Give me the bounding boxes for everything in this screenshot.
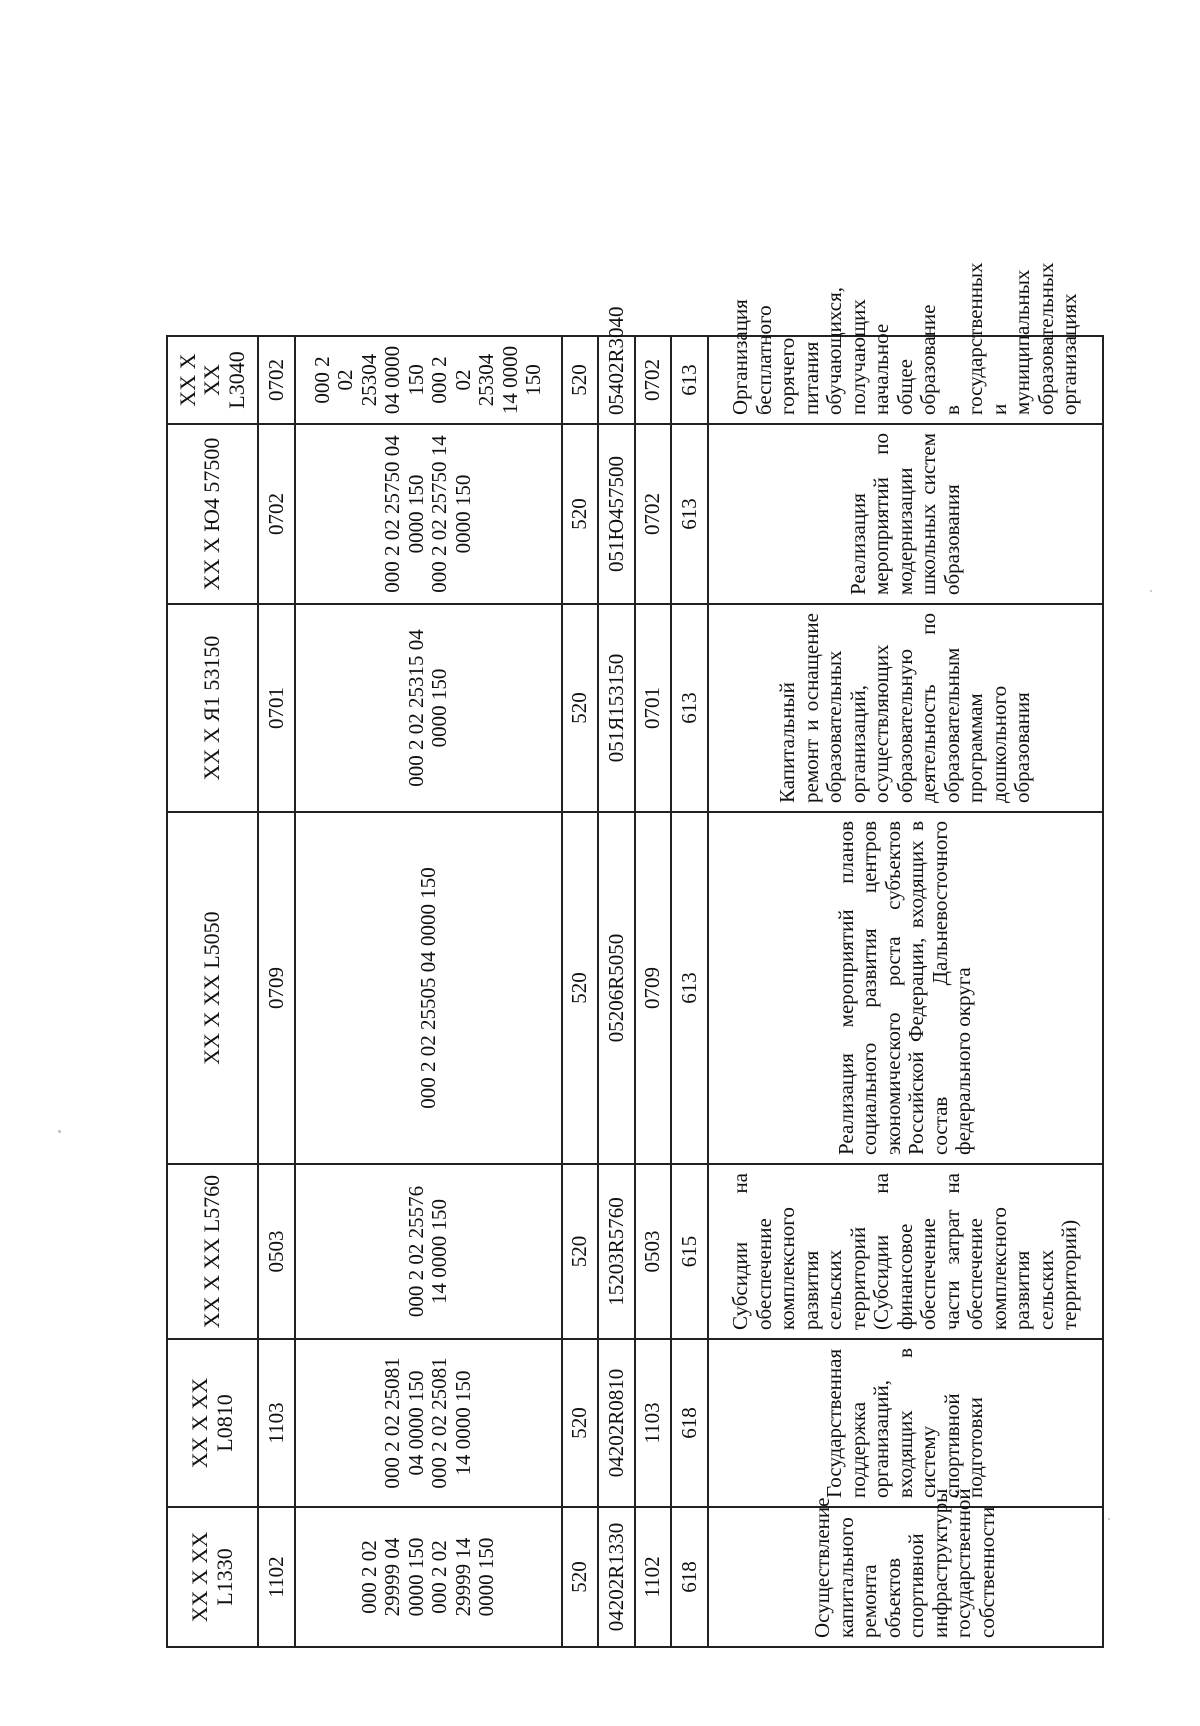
kbk-tail-cell: XX X XX L0810 (167, 1339, 258, 1507)
razdel-cell: 0503 (635, 1164, 672, 1339)
description-cell (708, 812, 1103, 1164)
income-code: 000 2 02 25505 04 0000 150 (415, 867, 440, 1109)
rotated-page (166, 100, 1104, 1648)
description-cell (708, 424, 1103, 604)
description-text: Осуществление капитального ремонта объектов спортивной инфраструктуры государственной собственности (810, 1488, 999, 1638)
description-cell (708, 1488, 1103, 1647)
razdel-cell: 0702 (635, 336, 672, 424)
income-code: 000 2 02 25304 04 0000 150 (309, 345, 428, 415)
kbk-tail-cell: XX X XX L3040 (167, 336, 258, 424)
razdel-cell: 0701 (635, 604, 672, 812)
target-article-cell: 04202R1330 (598, 1507, 635, 1647)
expense-type-cell: 520 (562, 336, 599, 424)
razdel-cell: 1103 (635, 1339, 672, 1507)
target-article-cell: 051Ю457500 (598, 424, 635, 604)
glava-cell: 613 (671, 604, 708, 812)
description-cell (708, 604, 1103, 812)
table-row (295, 99, 562, 1647)
razdel-podrazdel-cell: 1102 (258, 1507, 295, 1647)
income-code: 000 2 02 29999 04 0000 150 (356, 1537, 428, 1617)
income-code: 000 2 02 29999 14 0000 150 (427, 1537, 499, 1617)
glava-cell: 613 (671, 424, 708, 604)
target-article-cell: 05402R3040 (598, 336, 635, 424)
scan-speck (58, 1130, 61, 1133)
razdel-cell: 1102 (635, 1507, 672, 1647)
income-code-cell (295, 1339, 562, 1507)
description-text: Организация бесплатного горячего питания обучающихся, получающих начальное общее образование в государственных и муниципальных образовательных организациях (728, 262, 1082, 415)
glava-cell: 613 (671, 812, 708, 1164)
income-code: 000 2 02 25576 14 0000 150 (403, 1185, 452, 1318)
description-cell (708, 1339, 1103, 1507)
expense-type-cell: 520 (562, 1164, 599, 1339)
table-row (671, 99, 708, 1647)
income-code-cell (295, 1507, 562, 1647)
income-code: 000 2 02 25750 04 0000 150 (380, 435, 428, 593)
expense-type-cell: 520 (562, 1507, 599, 1647)
table-row (258, 99, 295, 1647)
razdel-podrazdel-cell: 0702 (258, 336, 295, 424)
table-row (598, 99, 635, 1647)
table-row (562, 99, 599, 1647)
description-text: Субсидии на обеспечение комплексного развития сельских территорий (Субсидии на финансовое обеспечение части затрат на обеспечение комплексного развития сельских территорий) (728, 1173, 1082, 1330)
scan-speck (1150, 590, 1152, 592)
kbk-tail-cell: XX X XX L5760 (167, 1164, 258, 1339)
razdel-podrazdel-cell: 0702 (258, 424, 295, 604)
description-cell (708, 262, 1103, 424)
kbk-tail-cell: XX X Ю4 57500 (167, 424, 258, 604)
razdel-cell: 0709 (635, 812, 672, 1164)
income-code-cell (295, 336, 562, 424)
description-text: Реализация мероприятий планов социального развития центров экономического роста субъектов Российской Федерации, входящих в состав Дальневосточного федерального округа (833, 821, 976, 1155)
description-text: Государственная поддержка организаций, входящих в систему спортивной подготовки (822, 1348, 988, 1498)
table-row (635, 99, 672, 1647)
target-article-cell: 15203R5760 (598, 1164, 635, 1339)
razdel-cell: 0702 (635, 424, 672, 604)
glava-cell: 618 (671, 1507, 708, 1647)
expense-type-cell: 520 (562, 424, 599, 604)
description-text: Реализация мероприятий по модернизации школьных систем образования (845, 433, 964, 595)
description-cell (708, 1164, 1103, 1339)
target-article-cell: 051Я153150 (598, 604, 635, 812)
glava-cell: 613 (671, 336, 708, 424)
table-row (167, 99, 258, 1647)
expense-type-cell: 520 (562, 1339, 599, 1507)
description-text: Капитальный ремонт и оснащение образовательных организаций, осуществляющих образовательную деятельность по образовательным программам дошкольного образования (775, 613, 1035, 803)
expense-type-cell: 520 (562, 604, 599, 812)
glava-cell: 618 (671, 1339, 708, 1507)
income-code-cell (295, 424, 562, 604)
income-code: 000 2 02 25750 14 0000 150 (427, 435, 475, 593)
target-article-cell: 04202R0810 (598, 1339, 635, 1507)
income-code: 000 2 02 25081 14 0000 150 (427, 1357, 475, 1489)
income-code-cell (295, 604, 562, 812)
razdel-podrazdel-cell: 0503 (258, 1164, 295, 1339)
razdel-podrazdel-cell: 1103 (258, 1339, 295, 1507)
glava-cell: 615 (671, 1164, 708, 1339)
budget-codes-table (166, 98, 1104, 1648)
income-code-cell (295, 1164, 562, 1339)
kbk-tail-cell: XX X Я1 53150 (167, 604, 258, 812)
table-row (708, 99, 1103, 1647)
income-code-cell (295, 812, 562, 1164)
income-code: 000 2 02 25315 04 0000 150 (403, 629, 452, 787)
razdel-podrazdel-cell: 0709 (258, 812, 295, 1164)
income-code: 000 2 02 25081 04 0000 150 (380, 1357, 428, 1489)
razdel-podrazdel-cell: 0701 (258, 604, 295, 812)
scan-speck (1108, 1518, 1110, 1520)
target-article-cell: 05206R5050 (598, 812, 635, 1164)
expense-type-cell: 520 (562, 812, 599, 1164)
income-code: 000 2 02 25304 14 0000 150 (427, 345, 546, 415)
kbk-tail-cell: XX X XX L5050 (167, 812, 258, 1164)
kbk-tail-cell: XX X XX L1330 (167, 1507, 258, 1647)
